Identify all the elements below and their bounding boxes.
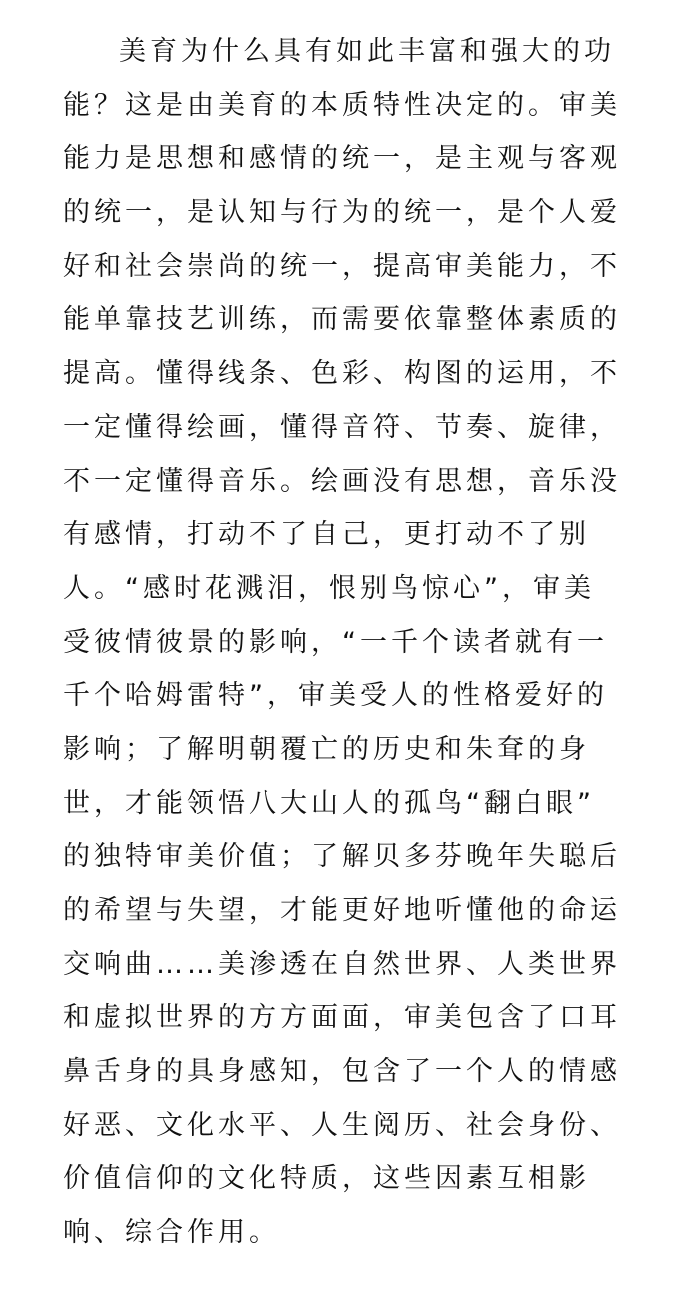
text-line: 世，才能领悟八大山人的孤鸟“翻白眼” — [63, 787, 595, 819]
text-line: 响、综合作用。 — [63, 1217, 280, 1249]
text-line: 不一定懂得音乐。绘画没有思想，音乐没 — [63, 465, 621, 497]
text-line: 能单靠技艺训练，而需要依靠整体素质的 — [63, 304, 621, 336]
text-line: 好恶、文化水平、人生阅历、社会身份、 — [63, 1109, 621, 1141]
text-line: 好和社会崇尚的统一，提高审美能力，不 — [63, 250, 621, 282]
text-line: 受彼情彼景的影响，“一千个读者就有一 — [63, 626, 608, 658]
text-line: 鼻舌身的具身感知，包含了一个人的情感 — [63, 1056, 621, 1088]
text-line: 有感情，打动不了自己，更打动不了别 — [63, 519, 590, 551]
text-line: 一定懂得绘画，懂得音符、节奏、旋律， — [63, 411, 621, 443]
text-line: 和虚拟世界的方方面面，审美包含了口耳 — [63, 1002, 621, 1034]
text-line: 美育为什么具有如此丰富和强大的功 — [119, 36, 615, 67]
text-line: 的希望与失望，才能更好地听懂他的命运 — [63, 895, 621, 926]
article-paragraph — [63, 25, 643, 1260]
text-line: 能力是思想和感情的统一，是主观与客观 — [63, 143, 621, 175]
text-line: 千个哈姆雷特”，审美受人的性格爱好的 — [63, 680, 608, 712]
text-line: 提高。懂得线条、色彩、构图的运用，不 — [63, 358, 621, 390]
text-line: 价值信仰的文化特质，这些因素互相影 — [63, 1163, 590, 1195]
text-line: 影响；了解明朝覆亡的历史和朱耷的身 — [63, 733, 590, 765]
text-line: 的统一，是认知与行为的统一，是个人爱 — [63, 197, 621, 229]
text-line: 能？这是由美育的本质特性决定的。审美 — [63, 89, 621, 121]
text-line: 交响曲……美渗透在自然世界、人类世界 — [63, 948, 621, 980]
text-line: 的独特审美价值；了解贝多芬晚年失聪后 — [63, 841, 621, 873]
text-line: 人。“感时花溅泪，恨别鸟惊心”，审美 — [63, 572, 595, 604]
